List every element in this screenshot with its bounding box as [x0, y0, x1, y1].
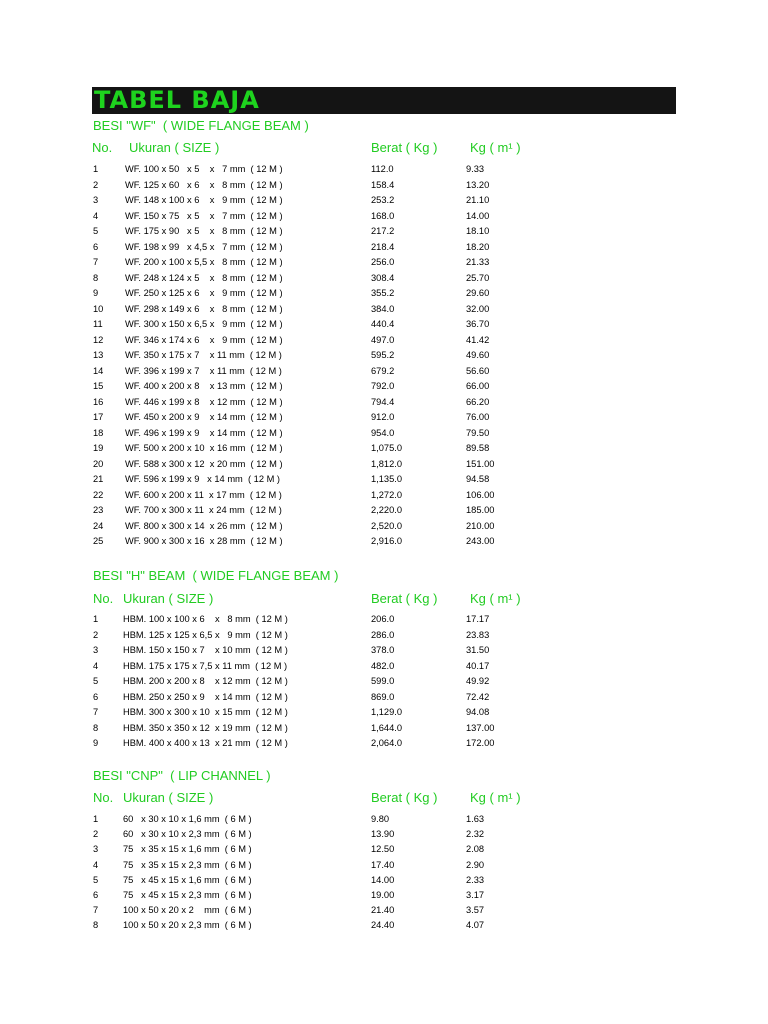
cell-per-m: 25.70 [466, 272, 490, 283]
table-row [0, 722, 768, 738]
column-header-size: Ukuran ( SIZE ) [123, 591, 214, 606]
table-row [0, 303, 768, 319]
cell-weight: 355.2 [371, 288, 395, 298]
cell-weight: 308.4 [371, 272, 395, 283]
column-header-size: Ukuran ( SIZE ) [123, 790, 214, 805]
cell-per-m: 40.17 [466, 660, 490, 671]
cell-weight: 595.2 [371, 350, 395, 360]
cell-size: WF. 900 x 300 x 16 x 28 mm ( 12 M ) [125, 536, 283, 546]
cell-per-m: 94.58 [466, 474, 490, 484]
cell-size: HBM. 200 x 200 x 8 x 12 mm ( 12 M ) [123, 676, 288, 686]
cell-weight: 954.0 [371, 427, 395, 438]
cell-no: 6 [93, 890, 99, 900]
column-header-weight: Berat ( Kg ) [371, 591, 438, 606]
column-header-weight: Berat ( Kg ) [371, 140, 438, 155]
cell-no: 2 [93, 179, 99, 190]
column-header-no: No. [93, 790, 114, 805]
cell-weight: 2,220.0 [371, 505, 403, 515]
table-row [0, 380, 768, 396]
cell-no: 21 [93, 474, 104, 484]
table-row [0, 194, 768, 210]
cell-weight: 13.90 [371, 829, 395, 840]
cell-weight: 14.00 [371, 874, 395, 885]
table-row [0, 874, 768, 890]
table-row [0, 828, 768, 844]
table-row [0, 919, 768, 935]
cell-size: WF. 446 x 199 x 8 x 12 mm ( 12 M ) [125, 396, 283, 407]
cell-size: WF. 396 x 199 x 7 x 11 mm ( 12 M ) [125, 365, 282, 376]
section-title: BESI "CNP" ( LIP CHANNEL ) [93, 768, 271, 783]
column-header-per-m: Kg ( m¹ ) [470, 140, 521, 155]
cell-per-m: 94.08 [466, 707, 490, 717]
cell-per-m: 29.60 [466, 288, 490, 298]
cell-no: 22 [93, 489, 104, 500]
title-bar [92, 87, 676, 114]
cell-no: 4 [93, 660, 99, 671]
cell-no: 19 [93, 443, 104, 453]
cell-no: 7 [93, 257, 99, 267]
table-row [0, 287, 768, 303]
table-row [0, 396, 768, 412]
cell-no: 2 [93, 629, 99, 640]
cell-size: HBM. 175 x 175 x 7,5 x 11 mm ( 12 M ) [123, 660, 288, 671]
cell-per-m: 21.10 [466, 195, 490, 205]
table-row [0, 629, 768, 645]
cell-no: 7 [93, 905, 99, 916]
cell-per-m: 66.20 [466, 396, 490, 407]
cell-size: 100 x 50 x 20 x 2,3 mm ( 6 M ) [123, 920, 252, 931]
cell-weight: 792.0 [371, 381, 395, 391]
cell-weight: 1,812.0 [371, 458, 403, 469]
column-header-per-m: Kg ( m¹ ) [470, 790, 521, 805]
table-row [0, 843, 768, 859]
cell-size: WF. 175 x 90 x 5 x 8 mm ( 12 M ) [125, 226, 283, 236]
cell-per-m: 210.00 [466, 520, 495, 531]
cell-no: 4 [93, 859, 99, 870]
cell-no: 5 [93, 874, 99, 885]
column-header-no: No. [92, 140, 113, 155]
page-title: TABEL BAJA [94, 86, 260, 114]
cell-weight: 158.4 [371, 179, 395, 190]
cell-no: 6 [93, 241, 99, 252]
cell-per-m: 89.58 [466, 443, 490, 453]
cell-size: WF. 300 x 150 x 6,5 x 9 mm ( 12 M ) [125, 319, 283, 329]
cell-size: WF. 248 x 124 x 5 x 8 mm ( 12 M ) [125, 272, 283, 283]
cell-per-m: 4.07 [466, 920, 485, 931]
cell-size: HBM. 400 x 400 x 13 x 21 mm ( 12 M ) [123, 738, 288, 748]
cell-no: 1 [93, 164, 99, 174]
cell-weight: 384.0 [371, 303, 395, 314]
cell-no: 3 [93, 844, 99, 855]
cell-no: 18 [93, 427, 104, 438]
cell-per-m: 76.00 [466, 412, 490, 422]
cell-weight: 168.0 [371, 210, 395, 221]
table-row [0, 660, 768, 676]
cell-per-m: 13.20 [466, 179, 490, 190]
table-row [0, 737, 768, 753]
cell-no: 9 [93, 738, 99, 748]
cell-no: 8 [93, 722, 99, 733]
cell-size: WF. 500 x 200 x 10 x 16 mm ( 12 M ) [125, 443, 283, 453]
cell-per-m: 23.83 [466, 629, 490, 640]
cell-weight: 497.0 [371, 334, 395, 345]
cell-per-m: 106.00 [466, 489, 495, 500]
cell-per-m: 2.08 [466, 844, 485, 855]
table-row [0, 349, 768, 365]
cell-no: 10 [93, 303, 104, 314]
column-header-no: No. [93, 591, 114, 606]
cell-weight: 679.2 [371, 365, 395, 376]
cell-size: 75 x 35 x 15 x 2,3 mm ( 6 M ) [123, 859, 252, 870]
table-row [0, 613, 768, 629]
cell-weight: 217.2 [371, 226, 395, 236]
cell-no: 8 [93, 272, 99, 283]
cell-per-m: 185.00 [466, 505, 495, 515]
cell-weight: 2,064.0 [371, 738, 403, 748]
cell-per-m: 2.32 [466, 829, 485, 840]
cell-no: 4 [93, 210, 99, 221]
section-title: BESI "WF" ( WIDE FLANGE BEAM ) [93, 118, 309, 133]
cell-per-m: 21.33 [466, 257, 490, 267]
table-row [0, 442, 768, 458]
cell-size: HBM. 250 x 250 x 9 x 14 mm ( 12 M ) [123, 691, 288, 702]
cell-weight: 912.0 [371, 412, 395, 422]
cell-no: 14 [93, 365, 104, 376]
cell-weight: 482.0 [371, 660, 395, 671]
column-header-per-m: Kg ( m¹ ) [470, 591, 521, 606]
cell-weight: 599.0 [371, 676, 395, 686]
cell-no: 11 [93, 319, 103, 329]
section-title: BESI "H" BEAM ( WIDE FLANGE BEAM ) [93, 568, 339, 583]
table-row [0, 210, 768, 226]
cell-weight: 440.4 [371, 319, 395, 329]
cell-no: 6 [93, 691, 99, 702]
cell-per-m: 18.20 [466, 241, 490, 252]
cell-weight: 12.50 [371, 844, 395, 855]
cell-no: 3 [93, 195, 99, 205]
cell-size: WF. 700 x 300 x 11 x 24 mm ( 12 M ) [125, 505, 282, 515]
cell-size: 60 x 30 x 10 x 2,3 mm ( 6 M ) [123, 829, 252, 840]
table-row [0, 889, 768, 905]
cell-size: 60 x 30 x 10 x 1,6 mm ( 6 M ) [123, 814, 252, 824]
cell-no: 24 [93, 520, 104, 531]
cell-size: 75 x 45 x 15 x 2,3 mm ( 6 M ) [123, 890, 252, 900]
table-row [0, 504, 768, 520]
cell-per-m: 9.33 [466, 164, 485, 174]
cell-no: 17 [93, 412, 104, 422]
cell-no: 1 [93, 814, 99, 824]
cell-size: 100 x 50 x 20 x 2 mm ( 6 M ) [123, 905, 252, 916]
cell-per-m: 49.60 [466, 350, 490, 360]
cell-per-m: 31.50 [466, 645, 490, 655]
table-row [0, 473, 768, 489]
cell-size: WF. 100 x 50 x 5 x 7 mm ( 12 M ) [125, 164, 283, 174]
cell-per-m: 243.00 [466, 536, 495, 546]
cell-size: 75 x 45 x 15 x 1,6 mm ( 6 M ) [123, 874, 252, 885]
cell-size: WF. 125 x 60 x 6 x 8 mm ( 12 M ) [125, 179, 283, 190]
table-row [0, 365, 768, 381]
cell-size: WF. 450 x 200 x 9 x 14 mm ( 12 M ) [125, 412, 283, 422]
cell-size: WF. 496 x 199 x 9 x 14 mm ( 12 M ) [125, 427, 283, 438]
cell-per-m: 72.42 [466, 691, 490, 702]
table-row [0, 675, 768, 691]
cell-per-m: 18.10 [466, 226, 490, 236]
table-row [0, 458, 768, 474]
table-row [0, 334, 768, 350]
cell-weight: 24.40 [371, 920, 395, 931]
table-row [0, 520, 768, 536]
table-row [0, 179, 768, 195]
cell-weight: 17.40 [371, 859, 395, 870]
cell-per-m: 1.63 [466, 814, 485, 824]
cell-per-m: 151.00 [466, 458, 495, 469]
cell-weight: 1,135.0 [371, 474, 403, 484]
cell-no: 2 [93, 829, 99, 840]
cell-size: HBM. 150 x 150 x 7 x 10 mm ( 12 M ) [123, 645, 288, 655]
cell-size: WF. 298 x 149 x 6 x 8 mm ( 12 M ) [125, 303, 283, 314]
cell-weight: 19.00 [371, 890, 395, 900]
cell-per-m: 32.00 [466, 303, 490, 314]
cell-no: 13 [93, 350, 104, 360]
cell-size: WF. 600 x 200 x 11 x 17 mm ( 12 M ) [125, 489, 282, 500]
table-row [0, 272, 768, 288]
cell-no: 23 [93, 505, 104, 515]
cell-weight: 206.0 [371, 614, 395, 624]
table-row [0, 411, 768, 427]
cell-size: WF. 198 x 99 x 4,5 x 7 mm ( 12 M ) [125, 241, 283, 252]
cell-weight: 2,520.0 [371, 520, 403, 531]
table-row [0, 644, 768, 660]
column-header-size: Ukuran ( SIZE ) [129, 140, 220, 155]
cell-size: HBM. 100 x 100 x 6 x 8 mm ( 12 M ) [123, 614, 288, 624]
table-row [0, 706, 768, 722]
cell-per-m: 3.57 [466, 905, 485, 916]
table-row [0, 691, 768, 707]
cell-weight: 869.0 [371, 691, 395, 702]
cell-weight: 286.0 [371, 629, 395, 640]
cell-size: WF. 148 x 100 x 6 x 9 mm ( 12 M ) [125, 195, 283, 205]
table-row [0, 318, 768, 334]
cell-no: 5 [93, 676, 99, 686]
cell-size: WF. 596 x 199 x 9 x 14 mm ( 12 M ) [125, 474, 280, 484]
cell-size: HBM. 350 x 350 x 12 x 19 mm ( 12 M ) [123, 722, 288, 733]
cell-no: 8 [93, 920, 99, 931]
cell-no: 16 [93, 396, 104, 407]
cell-per-m: 137.00 [466, 722, 495, 733]
cell-size: 75 x 35 x 15 x 1,6 mm ( 6 M ) [123, 844, 252, 855]
cell-no: 12 [93, 334, 104, 345]
table-row [0, 225, 768, 241]
cell-per-m: 79.50 [466, 427, 490, 438]
cell-per-m: 17.17 [466, 614, 490, 624]
table-row [0, 859, 768, 875]
cell-per-m: 66.00 [466, 381, 490, 391]
cell-no: 3 [93, 645, 99, 655]
table-row [0, 535, 768, 551]
cell-no: 5 [93, 226, 99, 236]
cell-per-m: 49.92 [466, 676, 490, 686]
cell-size: HBM. 300 x 300 x 10 x 15 mm ( 12 M ) [123, 707, 288, 717]
cell-no: 15 [93, 381, 104, 391]
cell-weight: 1,272.0 [371, 489, 403, 500]
cell-weight: 1,644.0 [371, 722, 403, 733]
cell-weight: 21.40 [371, 905, 395, 916]
table-row [0, 489, 768, 505]
cell-weight: 1,129.0 [371, 707, 403, 717]
cell-per-m: 56.60 [466, 365, 490, 376]
cell-per-m: 36.70 [466, 319, 490, 329]
cell-no: 25 [93, 536, 104, 546]
cell-size: WF. 588 x 300 x 12 x 20 mm ( 12 M ) [125, 458, 283, 469]
table-row [0, 904, 768, 920]
cell-per-m: 41.42 [466, 334, 490, 345]
table-row [0, 241, 768, 257]
cell-per-m: 172.00 [466, 738, 495, 748]
cell-size: WF. 350 x 175 x 7 x 11 mm ( 12 M ) [125, 350, 282, 360]
table-row [0, 163, 768, 179]
cell-per-m: 3.17 [466, 890, 485, 900]
cell-size: WF. 346 x 174 x 6 x 9 mm ( 12 M ) [125, 334, 283, 345]
cell-weight: 1,075.0 [371, 443, 403, 453]
cell-no: 9 [93, 288, 99, 298]
cell-no: 20 [93, 458, 104, 469]
cell-weight: 794.4 [371, 396, 395, 407]
cell-weight: 112.0 [371, 164, 394, 174]
cell-weight: 9.80 [371, 814, 390, 824]
column-header-weight: Berat ( Kg ) [371, 790, 438, 805]
cell-per-m: 2.90 [466, 859, 485, 870]
table-row [0, 256, 768, 272]
cell-no: 1 [93, 614, 99, 624]
table-row [0, 427, 768, 443]
cell-size: WF. 200 x 100 x 5,5 x 8 mm ( 12 M ) [125, 257, 283, 267]
cell-weight: 253.2 [371, 195, 395, 205]
cell-weight: 256.0 [371, 257, 395, 267]
cell-per-m: 14.00 [466, 210, 490, 221]
cell-size: WF. 250 x 125 x 6 x 9 mm ( 12 M ) [125, 288, 283, 298]
cell-weight: 218.4 [371, 241, 395, 252]
cell-size: WF. 150 x 75 x 5 x 7 mm ( 12 M ) [125, 210, 283, 221]
cell-size: WF. 800 x 300 x 14 x 26 mm ( 12 M ) [125, 520, 283, 531]
cell-weight: 378.0 [371, 645, 395, 655]
cell-weight: 2,916.0 [371, 536, 403, 546]
cell-size: HBM. 125 x 125 x 6,5 x 9 mm ( 12 M ) [123, 629, 288, 640]
cell-no: 7 [93, 707, 99, 717]
cell-per-m: 2.33 [466, 874, 485, 885]
table-row [0, 813, 768, 829]
cell-size: WF. 400 x 200 x 8 x 13 mm ( 12 M ) [125, 381, 283, 391]
